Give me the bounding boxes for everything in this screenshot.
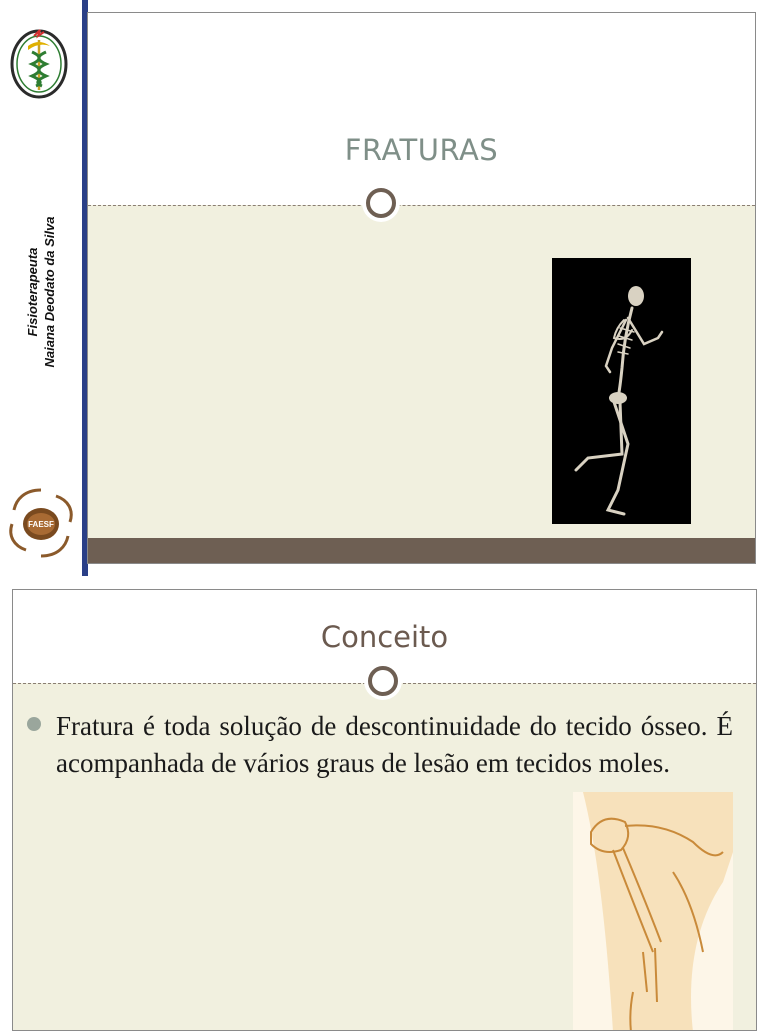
sidebar <box>0 0 88 576</box>
author-credit <box>24 202 58 382</box>
author-role: Fisioterapeuta <box>25 247 40 337</box>
slide-fraturas <box>87 12 756 564</box>
slide-title: FRATURAS <box>344 133 499 167</box>
slide-conceito <box>12 589 757 1031</box>
faesf-logo-icon <box>4 484 78 562</box>
caduceus-logo-icon <box>10 28 68 100</box>
faesf-logo-text: FAESF <box>28 520 54 529</box>
ring-ornament-icon <box>368 666 398 696</box>
title-divider <box>88 205 755 206</box>
slide-title: Conceito <box>320 620 449 654</box>
skeleton-figure-icon <box>552 258 691 524</box>
bullet-dot-icon <box>27 717 41 731</box>
femur-drawing-icon <box>573 792 733 1031</box>
fractured-femur-illustration <box>573 792 733 1031</box>
running-skeleton-image <box>552 258 691 524</box>
slide-footer-bar <box>88 538 755 563</box>
author-name: Naiana Deodato da Silva <box>42 216 57 368</box>
ring-ornament-icon <box>366 188 396 218</box>
bullet-text: Fratura é toda solução de descontinuidade do tecido ósseo. É acompanhada de vários graus de lesão em tecidos moles. <box>56 711 733 778</box>
slide-title-area <box>88 13 755 205</box>
bullet-item <box>23 708 733 782</box>
